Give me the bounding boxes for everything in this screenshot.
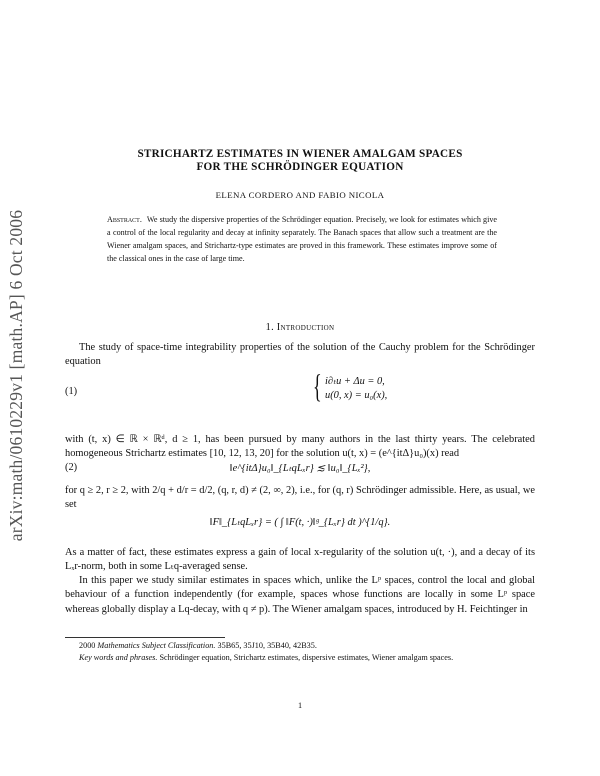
equation-1-label: (1) — [65, 386, 78, 397]
paragraph-2: with (t, x) ∈ ℝ × ℝᵈ, d ≥ 1, has been pursued by many authors in the last thirty years. The celebrated homogeneous Strichartz estimates [10, 12, 13, 20] for the solution u(t, x) = (e^{itΔ}u₀)(x) read — [65, 434, 535, 460]
footnote-msc — [65, 640, 535, 652]
footnote-keywords-label: Key words and phrases. — [79, 653, 158, 662]
paragraph-1: The study of space-time integrability properties of the solution of the Cauchy problem for the Schrödinger equation — [65, 342, 535, 368]
section-heading — [40, 322, 560, 333]
footnote-keywords — [65, 652, 535, 664]
section-number: 1. — [265, 322, 274, 333]
equation-1-line-1: i∂ₜu + Δu = 0, — [325, 376, 385, 387]
equation-1-line-2: u(0, x) = u₀(x), — [325, 390, 388, 401]
arxiv-identifier-text: arXiv:math/0610229v1 [math.AP] 6 Oct 2006 — [6, 209, 27, 541]
authors: ELENA CORDERO AND FABIO NICOLA — [215, 190, 385, 200]
arxiv-identifier-stamp — [7, 175, 27, 575]
paragraph-4: As a matter of fact, these estimates express a gain of local x-regularity of the solution u(t, ·), and a decay of its Lₓr-norm, both in some Lₜq-averaged sense. — [65, 547, 535, 573]
equation-1-brace: { — [313, 369, 322, 405]
section-title: Introduction — [276, 322, 335, 333]
abstract-label: Abstract. — [107, 215, 142, 224]
equation-2-label: (2) — [65, 462, 78, 473]
paragraph-5: In this paper we study similar estimates in spaces which, unlike the Lᵖ spaces, control the local and global behaviour of a function independently (for example, spaces whose functions are locally in some Lᵖ space whereas globally display a Lq-decay, with q ≠ p). The Wiener amalgam spaces, introduced by H. Feichtinger in — [65, 575, 535, 615]
footnote-keywords-text: Schrödinger equation, Strichartz estimates, dispersive estimates, Wiener amalgam spaces. — [159, 653, 454, 662]
abstract — [107, 213, 497, 265]
equation-3: ‖F‖_{LₜqLₓr} = ( ∫ ‖F(t, ·)‖ᵍ_{Lₓr} dt )^{1/q}. — [209, 517, 391, 528]
equation-2: ‖e^{itΔ}u₀‖_{LₜqLₓr} ≲ ‖u₀‖_{Lₓ²}, — [229, 463, 371, 474]
page-number: 1 — [297, 701, 303, 710]
footnote-msc-label: Mathematics Subject Classification. — [97, 641, 216, 650]
abstract-text: We study the dispersive properties of the Schrödinger equation. Precisely, we look for estimates which give a control of the local regularity and decay at infinity separately. The Banach spaces that allow such a treatment are the Wiener amalgam spaces, and Strichartz-type estimates are proved in this framework. These estimates improve some of the classical ones in the case of large time. — [107, 215, 497, 263]
footnote-rule — [65, 637, 225, 638]
title-line-1: STRICHARTZ ESTIMATES IN WIENER AMALGAM SPACES — [137, 148, 463, 160]
footnote-msc-codes: 35B65, 35J10, 35B40, 42B35. — [217, 641, 317, 650]
paragraph-3: for q ≥ 2, r ≥ 2, with 2/q + d/r = d/2, (q, r, d) ≠ (2, ∞, 2), i.e., for (q, r) Schrödinger admissible. Here, as usual, we set — [65, 485, 535, 511]
footnote-msc-year: 2000 — [79, 641, 96, 650]
title-line-2: FOR THE SCHRÖDINGER EQUATION — [196, 161, 404, 173]
